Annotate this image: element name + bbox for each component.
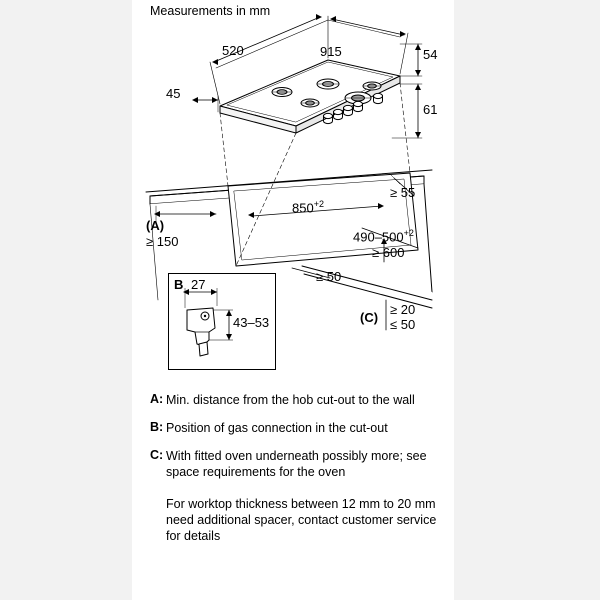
arrow-dim-850-left xyxy=(248,212,254,218)
dim-oven-min: ≥ 20 xyxy=(390,302,416,317)
dim-wall-clearance: ≥ 150 xyxy=(146,234,179,249)
dim-54: 54 xyxy=(423,47,438,62)
arrow-dim-850-right xyxy=(378,203,384,209)
dim-cutout-depth-tolerance: +2 xyxy=(403,228,414,238)
arrow-dim-54-up xyxy=(415,44,421,50)
arrow-dim-915-right xyxy=(400,31,406,37)
arrow-detail-27-left xyxy=(183,289,189,295)
arrow-dim-520-right xyxy=(316,14,322,20)
legend xyxy=(150,392,440,544)
dim-915: 915 xyxy=(320,44,342,59)
dim-oven-max: ≤ 50 xyxy=(390,317,416,332)
legend-text-c: With fitted oven underneath possibly more; see space requirements for the oven xyxy=(166,449,427,479)
legend-text-a: Min. distance from the hob cut-out to the wall xyxy=(166,393,415,407)
callout-c: (C) xyxy=(360,310,379,325)
dim-61: 61 xyxy=(423,102,438,117)
page-gutter-left xyxy=(0,0,132,600)
legend-key-b: B: xyxy=(150,420,164,434)
legend-text-b: Position of gas connection in the cut-out xyxy=(166,421,388,435)
dim-cutout-depth-value: 490–500 xyxy=(353,229,404,245)
legend-key-a: A: xyxy=(150,392,164,406)
dim-cutout-width xyxy=(292,199,324,216)
arrow-detail-4353-up xyxy=(226,310,232,316)
arrow-dim-a-right xyxy=(210,211,216,217)
legend-note: For worktop thickness between 12 mm to 20 mm need additional spacer, contact customer service for details xyxy=(166,497,437,543)
callout-a: (A) xyxy=(146,218,165,233)
dim-cutout-width-tolerance: +2 xyxy=(313,199,324,209)
arrow-dim-61-up xyxy=(415,84,421,90)
dim-520: 520 xyxy=(222,43,244,58)
page-gutter-right xyxy=(454,0,600,600)
page-title: Measurements in mm xyxy=(150,4,271,18)
dim-side-clearance: ≥ 50 xyxy=(316,269,342,284)
legend-item-b xyxy=(150,420,440,436)
arrow-dim-600-up xyxy=(381,238,387,244)
arrow-dim-a-left xyxy=(154,211,160,217)
dim-cutout-width-value: 850 xyxy=(292,200,314,216)
arrow-dim-915-left xyxy=(330,16,336,22)
legend-key-c: C: xyxy=(150,448,164,462)
legend-item-c xyxy=(150,448,440,480)
arrow-dim-54-down xyxy=(415,70,421,76)
dim-above-clearance: ≥ 600 xyxy=(372,245,405,260)
arrow-dim-61-down xyxy=(415,132,421,138)
detail-dim-43-53: 43–53 xyxy=(233,315,270,330)
legend-item-a xyxy=(150,392,440,408)
arrow-detail-27-right xyxy=(211,289,217,295)
callout-b: B xyxy=(174,277,184,292)
arrow-detail-4353-down xyxy=(226,334,232,340)
dim-45: 45 xyxy=(166,86,181,101)
arrow-dim-45-left xyxy=(192,97,198,103)
diagram-canvas xyxy=(132,0,454,600)
arrow-dim-520-left xyxy=(212,59,218,65)
arrow-dim-45-right xyxy=(212,97,218,103)
detail-dim-27: 27 xyxy=(191,277,206,292)
detail-view-b xyxy=(168,273,276,370)
dim-rear-clearance: ≥ 55 xyxy=(390,185,416,200)
